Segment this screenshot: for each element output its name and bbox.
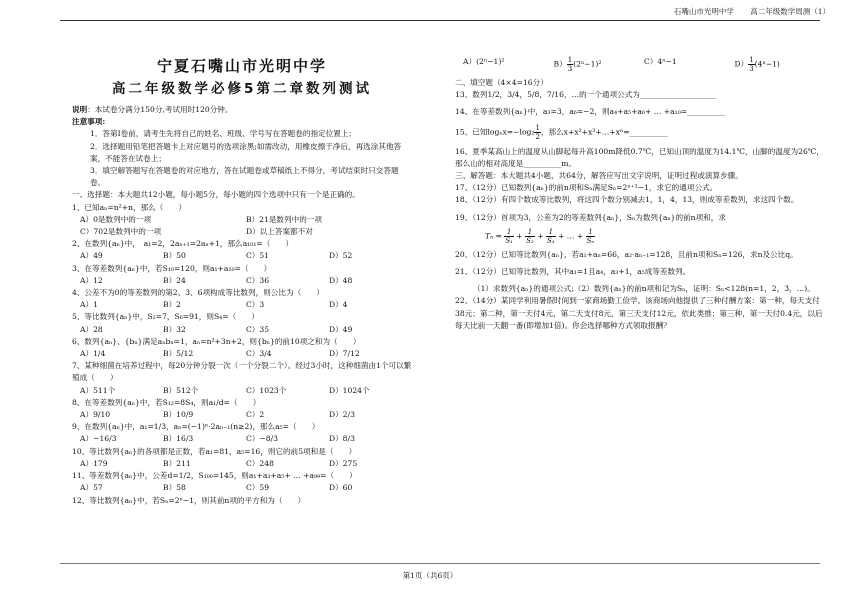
question-19: 19、（12分）首项为3，公差为2的等差数列{aₙ}，Sₙ为数列{aₙ}的前n项和，求 [455, 212, 726, 222]
question-4 [72, 287, 412, 311]
option-d: D）60 [329, 483, 353, 493]
denominator: S₁ [505, 236, 513, 245]
option-c: C）3/4 [246, 349, 272, 359]
option-c: C）35 [246, 324, 270, 334]
option-a: A）511个 [80, 385, 116, 395]
option-a: A）(2ⁿ−1)² [463, 57, 505, 66]
options [72, 214, 412, 238]
option-c: C）702是数列中的一项 [80, 227, 162, 237]
option-c: C）36 [246, 275, 270, 285]
question-stem: 9、在数列{aₙ}中，a₁=1/3，aₙ=(−1)ⁿ·2aₙ₋₁(n≥2)，那么a₅=（ ） [72, 422, 320, 432]
option-c: C）59 [246, 483, 270, 493]
question-text: ，那么x+x²+x³+…+xⁿ=__________ [540, 127, 668, 137]
school-title: 宁夏石嘴山市光明中学 [156, 57, 327, 75]
denominator: 3 [749, 65, 754, 73]
question-3 [72, 263, 412, 287]
question-stem: 10、等比数列{aₙ}的各项都是正数，若a₁=81，a₅=16，则它的前5项和是（ ） [72, 446, 357, 456]
numerator: 1 [567, 56, 573, 64]
instructions [72, 104, 412, 116]
question-10 [72, 446, 412, 470]
option-b: B）21是数列中的一项 [246, 214, 322, 224]
option-expr: (4ⁿ−1) [754, 59, 780, 69]
fraction [586, 228, 596, 245]
option-c: C）−8/3 [246, 434, 278, 444]
question-stem: 12、等比数列{aₙ}中，若Sₙ=2ⁿ−1，则其前n项的平方和为（ ） [72, 495, 306, 505]
question-20: 20、（12分）已知等比数列{aₙ}，若a₁+aₙ=66，a₂·aₙ₋₁=128，且前n项和Sₙ=126，求n及公比q。 [455, 249, 798, 259]
option-d: D）7/12 [329, 349, 360, 359]
option-d: D）8/3 [329, 434, 355, 444]
option-d: D）4 [329, 300, 348, 310]
option-a: A）179 [80, 458, 108, 468]
option-b [554, 56, 645, 73]
fraction [504, 228, 514, 245]
question-5 [72, 311, 412, 335]
question-7 [72, 360, 412, 397]
question-8 [72, 397, 412, 421]
question-1 [72, 202, 412, 239]
question-21: 21、（12分）已知等比数列，其中a₁=1且a₄，a₃+1，a₅成等差数列。 [455, 267, 691, 277]
option-b: B）211 [163, 458, 191, 468]
option-a: A）−16/3 [80, 434, 117, 444]
question-17: 17、（12分）已知数列{aₙ}的前n项和Sₙ满足Sₙ=2ⁿ⁺¹−1，求它的通项公式。 [455, 183, 718, 193]
denominator: 2 [535, 132, 540, 141]
question-stem: 1、已知aₙ=n²+n，那么（ ） [72, 202, 187, 212]
option-c: C）2 [246, 410, 265, 420]
question-stem: 2、在数列{aₙ}中， a₁=2，2aₙ₊₁=2aₙ+1，那么a₁₀₁=（ ） [72, 239, 294, 249]
numerator: 1 [504, 228, 514, 237]
option-b: B）16/3 [163, 434, 194, 444]
question-2 [72, 238, 412, 262]
option-d: D）1024个 [329, 385, 370, 395]
options [72, 482, 412, 494]
note-label: 说明 [72, 105, 88, 114]
operator: + [516, 231, 523, 241]
options [72, 458, 412, 470]
section-fill-heading: 二、填空题（4×4=16分） [455, 78, 548, 87]
option-c: C）4ⁿ−1 [644, 57, 677, 66]
options [72, 324, 412, 336]
operator: + … + [558, 231, 584, 241]
options [72, 348, 412, 360]
options [72, 275, 412, 287]
numerator: 1 [525, 228, 535, 237]
option-label: B） [553, 59, 567, 69]
numerator: 1 [749, 56, 754, 64]
section-solve-heading: 三、解答题：本大题共4小题，共64分，解答应写出文字说明，证明过程或演算步骤。 [455, 171, 743, 181]
option-a: A）12 [80, 275, 103, 285]
left-column [72, 56, 412, 507]
options [72, 250, 412, 262]
options [72, 385, 412, 397]
option-a: A）28 [80, 324, 103, 334]
instruction-item: 3．填空解答题写在答题卷的对应地方，答在试题卷或草稿纸上不得分，考试结束时只交答题卷。 [90, 166, 399, 188]
option-b: B）58 [163, 483, 186, 493]
page-header [660, 6, 830, 17]
question-6 [72, 336, 412, 360]
question-text: 15、已知logₓx=−log₂ [455, 127, 535, 137]
option-d: D）49 [329, 324, 353, 334]
question-21-parts: （1）求数列{aₙ}的通项公式;（2）数列{aₙ}的前n项和记为Sₙ，证明：Sₙ<128(n=1，2，3，…)。 [473, 284, 815, 294]
footer-rule [60, 563, 820, 564]
option-d: D）2/3 [329, 410, 355, 420]
option-a: A）57 [80, 483, 103, 493]
option-b: B）10/9 [163, 410, 194, 420]
options [72, 409, 412, 421]
option-b: B）32 [163, 324, 186, 334]
option-a: A）49 [80, 251, 103, 261]
header-rule [60, 20, 820, 21]
option-d [735, 56, 826, 73]
question-16: 16、夏季某高山上的温度从山脚起每升高100m降低0.7℃，已知山顶的温度为14.1℃，山脚的温度为26℃，那么山的相对高度是__________m。 [455, 146, 824, 168]
header-test: 高二年级数学周测（1） [750, 7, 830, 16]
question-stem: 6、数列{aₙ}、{bₙ}满足aₙbₙ=1，aₙ=n²+3n+2，则{bₙ}的前10项之和为（ ） [72, 336, 361, 346]
option-c: C）1023个 [246, 385, 287, 395]
option-d: D）52 [329, 251, 353, 261]
page-footer: 第1页（共6页） [402, 571, 458, 580]
formula-19 [455, 228, 825, 245]
numerator: 1 [586, 228, 596, 237]
note-text: ：本试卷分满分150分,考试用时120分钟。 [87, 105, 233, 114]
option-d: D）48 [329, 275, 353, 285]
option-label: D） [734, 59, 749, 69]
question-15 [455, 124, 825, 141]
question-22: 22、（14分）某同学利用暑假时间到一家商场勤工俭学。该商场向他提供了三种付酬方案：第一种，每天支付38元；第二种，第一天付4元，第二天支付8元，第三天支付12元，依此类推；第三种，第一天付0.4元，以后每天比前一天翻一番(即增加1倍)。你会选择哪种方式领取报酬？ [455, 296, 823, 330]
question-13: 13、数列1/2，3/4，5/8，7/16，…的一个通项公式为____________________ [455, 90, 716, 100]
attention-label: 注意事项: [72, 117, 106, 127]
question-18: 18、（12分）有四个数成等比数列，将这四个数分别减去1，1，4，13，则成等差数列，求这四个数。 [455, 195, 799, 205]
question-9 [72, 421, 412, 445]
option-a: A）1/4 [80, 349, 106, 359]
option-c: C）3 [246, 300, 265, 310]
denominator: S₂ [526, 236, 534, 245]
options [72, 433, 412, 445]
option-a: A）1 [80, 300, 98, 310]
question-14: 14、在等差数列{aₙ}中，a₃=3，a₆=−2，则a₄+a₅+a₆+ … +a₁₀=__________ [455, 107, 726, 117]
question-stem: 4、公差不为0的等差数列的第2、3、6项构成等比数列，则公比为（ ） [72, 288, 324, 298]
exam-title: 高二年级数学必修5第二章数列测试 [112, 81, 372, 97]
denominator: S₃ [547, 236, 555, 245]
instruction-item: 1．答第Ⅰ卷前，请考生先将自己的姓名、班级、学号写在答题卷的指定位置上； [90, 129, 357, 139]
question-12 [72, 495, 412, 507]
option-a: A）9/10 [80, 410, 111, 420]
option-b: B）512个 [163, 385, 199, 395]
option-b: B）24 [163, 275, 186, 285]
options [72, 299, 412, 311]
option-d: D）275 [329, 458, 358, 468]
option-c: C）51 [246, 251, 270, 261]
option-expr: (2ⁿ−1)² [573, 59, 602, 69]
question-stem: 5、等比数列{aₙ}中，S₂=7，S₆=91，则S₄=（ ） [72, 312, 259, 322]
formula-lhs: Tₙ = [485, 231, 502, 241]
fraction [525, 228, 535, 245]
option-b: B）5/12 [163, 349, 194, 359]
numerator: 1 [535, 123, 540, 132]
header-school: 石嘴山市光明中学 [673, 7, 734, 16]
question-11 [72, 470, 412, 494]
operator: + [537, 231, 544, 241]
question-12-options [455, 56, 825, 73]
question-stem: 7、某种细菌在培养过程中，每20分钟分裂一次（一个分裂二个）。经过3小时，这种细菌由1个可以繁殖成（ ） [72, 361, 412, 383]
instruction-item: 2．选择题用铅笔把答题卡上对应题号的选项涂黑;如需改动，用橡皮擦干净后，再选涂其他答案，不能答在试卷上； [90, 141, 402, 163]
denominator: 3 [567, 65, 573, 73]
fraction [546, 228, 556, 245]
option-a: A）0是数列中的一项 [80, 214, 152, 224]
question-stem: 8、在等差数列{aₙ}中，若S₁₂=8S₄，则a₁/d=（ ） [72, 397, 261, 407]
option-d: D）以上答案都不对 [246, 227, 313, 237]
question-stem: 11、等差数列{aₙ}中，公差d=1/2，S₁₀₀=145，则a₁+a₃+a₅+ … +a₉₉=（ ） [72, 471, 357, 481]
right-column [455, 56, 825, 332]
option-c: C）248 [246, 458, 274, 468]
section-choice-heading: 一、选择题：本大题共12小题，每小题5分，每小题的四个选项中只有一个是正确的。 [72, 190, 360, 200]
option-b: B）50 [163, 251, 186, 261]
numerator: 1 [546, 228, 556, 237]
option-b: B）2 [163, 300, 182, 310]
denominator: Sₙ [586, 236, 595, 245]
question-stem: 3、在等差数列{aₙ}中，若S₁₀=120，则a₁+a₁₀=（ ） [72, 263, 272, 273]
